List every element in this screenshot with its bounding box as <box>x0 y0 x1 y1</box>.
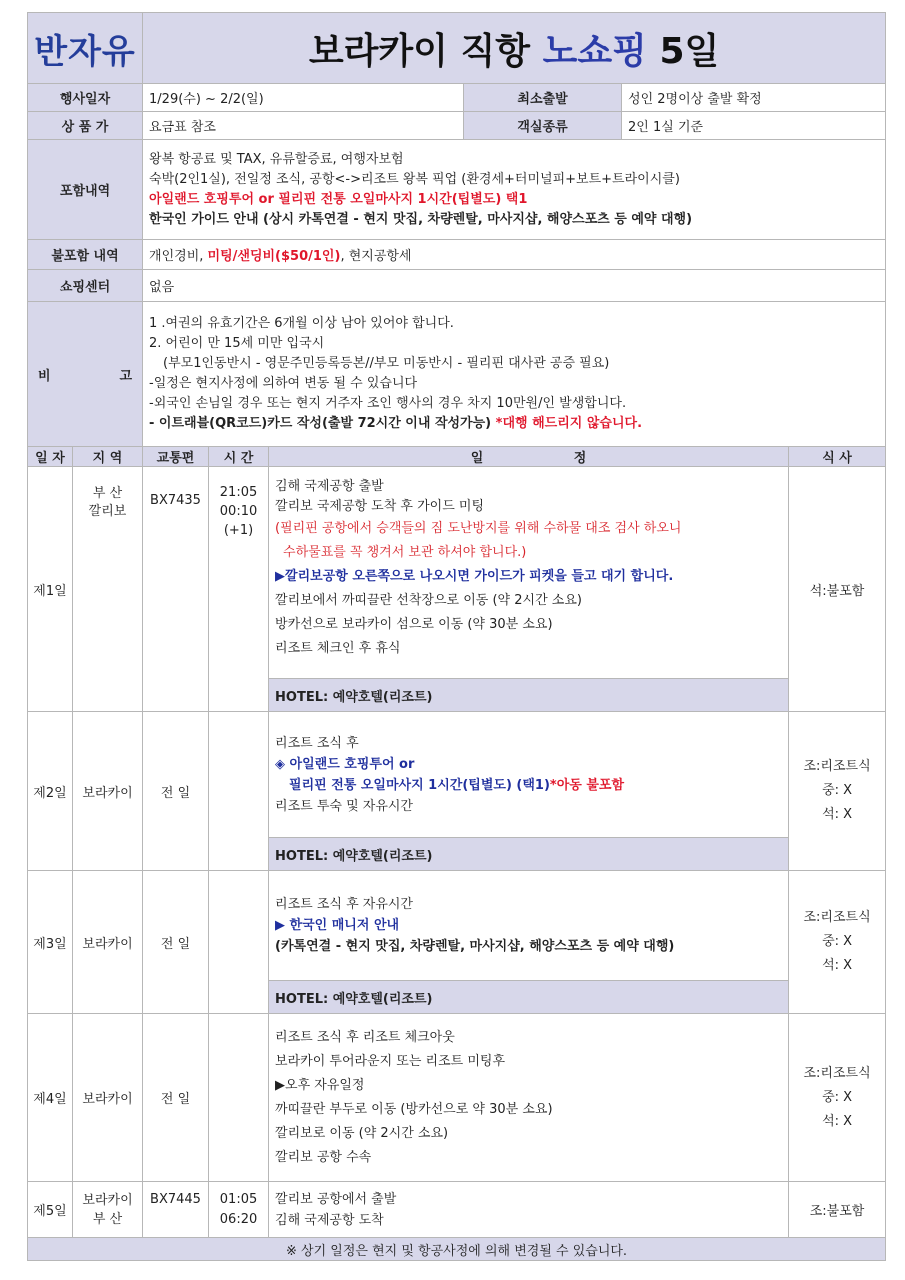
day1-meal: 석:불포함 <box>789 467 886 712</box>
meal-lunch: 중: X <box>822 934 853 949</box>
title-text: 보라카이 직항 <box>308 30 531 72</box>
itinerary-line: 김해 국제공항 출발 <box>275 479 384 494</box>
schedule-header <box>28 447 886 467</box>
day1-time-next: (+1) <box>223 523 254 538</box>
day1-hotel: HOTEL: 예약호텔(리조트) <box>269 679 789 712</box>
meal-breakfast: 조:리조트식 <box>803 1065 871 1081</box>
excluded-text: 개인경비, <box>149 249 208 264</box>
itinerary-guide-note: ▶깔리보공항 오른쪽으로 나오시면 가이드가 피켓을 들고 대기 합니다. <box>275 569 674 584</box>
day5-flight: BX7445 <box>143 1182 209 1238</box>
footer-note: ※ 상기 일정은 현지 및 항공사정에 의해 변경될 수 있습니다. <box>28 1238 886 1261</box>
header-meal: 식 사 <box>789 447 886 467</box>
meal-lunch: 중: X <box>822 1089 853 1105</box>
itinerary-line: 리조트 조식 후 자유시간 <box>275 897 413 912</box>
itinerary-line: 깔리보에서 까띠끌란 선착장으로 이동 (약 2시간 소요) <box>275 593 582 608</box>
day1-flight: BX7435 <box>143 467 209 712</box>
shopping-row <box>28 270 886 302</box>
day1-region-to: 깔리보 <box>88 504 127 519</box>
shopping-label: 쇼핑센터 <box>28 270 143 302</box>
included-label: 포함내역 <box>28 140 143 240</box>
itinerary-sheet <box>27 12 885 1261</box>
day3-time <box>209 871 269 1014</box>
notes-label-b: 고 <box>119 368 133 384</box>
day5-region-to: 부 산 <box>92 1211 123 1227</box>
included-content <box>143 140 886 240</box>
footer-row <box>28 1238 886 1261</box>
day1-time <box>209 467 269 712</box>
day2-time <box>209 712 269 871</box>
note-line: -일정은 현지사정에 의하여 변동 될 수 있습니다 <box>149 376 418 391</box>
period-value: 1/29(수) ~ 2/2(일) <box>143 84 464 112</box>
note-qr-text: - 이트래블(QR코드)카드 작성(출발 72시간 이내 작성가능) <box>149 416 496 431</box>
title-row <box>28 13 886 84</box>
note-line: 1 .여권의 유효기간은 6개월 이상 남아 있어야 합니다. <box>149 316 454 331</box>
meal-lunch: 중: X <box>822 783 853 798</box>
day3-label: 제3일 <box>28 871 73 1014</box>
itinerary-line: 리조트 투숙 및 자유시간 <box>275 798 413 814</box>
itinerary-manager: ▶ 한국인 매니저 안내 <box>275 918 400 933</box>
day5-time <box>209 1182 269 1238</box>
day5-meal: 조:불포함 <box>789 1182 886 1238</box>
notes-content <box>143 302 886 447</box>
day2-label: 제2일 <box>28 712 73 871</box>
notes-label <box>28 302 143 447</box>
shopping-value: 없음 <box>143 270 886 302</box>
itinerary-child-note: *아동 불포함 <box>549 777 625 793</box>
min-departure-value: 성인 2명이상 출발 확정 <box>622 84 886 112</box>
day2-transport: 전 일 <box>143 712 209 871</box>
price-row <box>28 112 886 140</box>
day5-time-arrive: 06:20 <box>219 1211 258 1227</box>
day4-time <box>209 1014 269 1182</box>
price-value: 요금표 참조 <box>143 112 464 140</box>
itinerary-table <box>27 12 886 1261</box>
note-qr-warning: *대행 해드리지 않습니다. <box>495 416 643 431</box>
title-highlight: 노쇼핑 <box>542 30 647 72</box>
note-line: -외국인 손님일 경우 또는 현지 거주자 조인 행사의 경우 차지 10만원/인 발생합니다. <box>149 396 627 411</box>
note-line: 2. 어린이 만 15세 미만 입국시 <box>149 336 325 351</box>
itinerary-warning: (필리핀 공항에서 승객들의 짐 도난방지를 위해 수하물 대조 검사 하오니 <box>275 521 682 536</box>
day2-hotel: HOTEL: 예약호텔(리조트) <box>269 838 789 871</box>
excluded-text-end: , 현지공항세 <box>340 249 412 264</box>
notes-row <box>28 302 886 447</box>
itinerary-line: 깔리보로 이동 (약 2시간 소요) <box>275 1125 449 1141</box>
day4-transport: 전 일 <box>143 1014 209 1182</box>
note-line: (부모1인동반시 - 영문주민등록등본//부모 미동반시 - 필리핀 대사관 공증 필요) <box>163 356 610 371</box>
day5-region <box>73 1182 143 1238</box>
included-line-guide: 한국인 가이드 안내 (상시 카톡연결 - 현지 맛집, 차량렌탈, 마사지샵, 해양스포츠 등 예약 대행) <box>149 211 693 227</box>
min-departure-label: 최소출발 <box>464 84 622 112</box>
itinerary-line: 깔리보 공항 수속 <box>275 1149 372 1165</box>
day4-region: 보라카이 <box>73 1014 143 1182</box>
itinerary-manager-detail: (카톡연결 - 현지 맛집, 차량렌탈, 마사지샵, 해양스포츠 등 예약 대행) <box>275 939 675 954</box>
included-line: 왕복 항공료 및 TAX, 유류할증료, 여행자보험 <box>149 151 404 167</box>
period-row <box>28 84 886 112</box>
day5-time-depart: 01:05 <box>219 1191 258 1207</box>
meal-dinner: 석: X <box>822 1113 853 1129</box>
day2-itinerary <box>269 712 789 838</box>
day4-meal <box>789 1014 886 1182</box>
itinerary-line: 보라카이 투어라운지 또는 리조트 미팅후 <box>275 1053 506 1069</box>
price-label: 상 품 가 <box>28 112 143 140</box>
itinerary-line: 깔리보 국제공항 도착 후 가이드 미팅 <box>275 499 485 514</box>
header-transport: 교통편 <box>143 447 209 467</box>
itinerary-line: 리조트 체크인 후 휴식 <box>275 641 401 656</box>
title-suffix: 5일 <box>659 30 720 72</box>
day5-itinerary <box>269 1182 789 1238</box>
excluded-row <box>28 240 886 270</box>
itinerary-line: 방카선으로 보라카이 섬으로 이동 (약 30분 소요) <box>275 617 553 632</box>
period-label: 행사일자 <box>28 84 143 112</box>
day2-row <box>28 712 886 838</box>
page-title <box>143 13 886 84</box>
day3-transport: 전 일 <box>143 871 209 1014</box>
included-row <box>28 140 886 240</box>
excluded-fee: 미팅/샌딩비($50/1인) <box>207 249 341 264</box>
day1-label: 제1일 <box>28 467 73 712</box>
meal-dinner: 석: X <box>822 958 853 973</box>
day2-meal <box>789 712 886 871</box>
notes-label-a: 비 <box>38 368 51 384</box>
day5-row <box>28 1182 886 1238</box>
day3-meal <box>789 871 886 1014</box>
day1-time-depart: 21:05 <box>219 485 258 500</box>
header-day: 일 자 <box>28 447 73 467</box>
day3-hotel: HOTEL: 예약호텔(리조트) <box>269 981 789 1014</box>
itinerary-line: 리조트 조식 후 리조트 체크아웃 <box>275 1029 455 1045</box>
day5-region-from: 보라카이 <box>82 1192 133 1208</box>
itinerary-line: 리조트 조식 후 <box>275 735 359 751</box>
header-region: 지 역 <box>73 447 143 467</box>
day1-time-arrive: 00:10 <box>219 504 258 519</box>
itinerary-line: 김해 국제공항 도착 <box>275 1212 384 1228</box>
itinerary-line: ▶오후 자유일정 <box>275 1077 365 1093</box>
itinerary-warning: 수하물표를 꼭 챙겨서 보관 하셔야 합니다.) <box>283 545 527 560</box>
itinerary-option: ◈ 아일랜드 호핑투어 or <box>275 756 415 772</box>
itinerary-line: 까띠끌란 부두로 이동 (방카선으로 약 30분 소요) <box>275 1101 553 1117</box>
day5-label: 제5일 <box>28 1182 73 1238</box>
day4-row <box>28 1014 886 1182</box>
room-value: 2인 1실 기준 <box>622 112 886 140</box>
meal-breakfast: 조:리조트식 <box>803 910 871 925</box>
day1-itinerary <box>269 467 789 679</box>
day1-region <box>73 467 143 712</box>
excluded-label: 불포함 내역 <box>28 240 143 270</box>
meal-breakfast: 조:리조트식 <box>803 759 871 774</box>
header-time: 시 간 <box>209 447 269 467</box>
day3-itinerary <box>269 871 789 981</box>
included-line-highlight: 아일랜드 호핑투어 or 필리핀 전통 오일마사지 1시간(팁별도) 택1 <box>149 191 528 207</box>
included-line: 숙박(2인1실), 전일정 조식, 공항<->리조트 왕복 픽업 (환경세+터미널피+보트+트라이시클) <box>149 171 680 187</box>
day1-row <box>28 467 886 679</box>
excluded-content <box>143 240 886 270</box>
day3-row <box>28 871 886 981</box>
day4-label: 제4일 <box>28 1014 73 1182</box>
meal-dinner: 석: X <box>822 807 853 822</box>
header-itinerary: 일 정 <box>269 447 789 467</box>
room-label: 객실종류 <box>464 112 622 140</box>
note-line-qr <box>149 414 879 434</box>
day3-region: 보라카이 <box>73 871 143 1014</box>
day1-region-from: 부 산 <box>92 486 123 501</box>
itinerary-option: 필리핀 전통 오일마사지 1시간(팁별도) (택1) <box>289 777 550 793</box>
day2-region: 보라카이 <box>73 712 143 871</box>
day4-itinerary <box>269 1014 789 1182</box>
brand-label: 반자유 <box>28 13 143 84</box>
itinerary-line: 깔리보 공항에서 출발 <box>275 1191 397 1207</box>
